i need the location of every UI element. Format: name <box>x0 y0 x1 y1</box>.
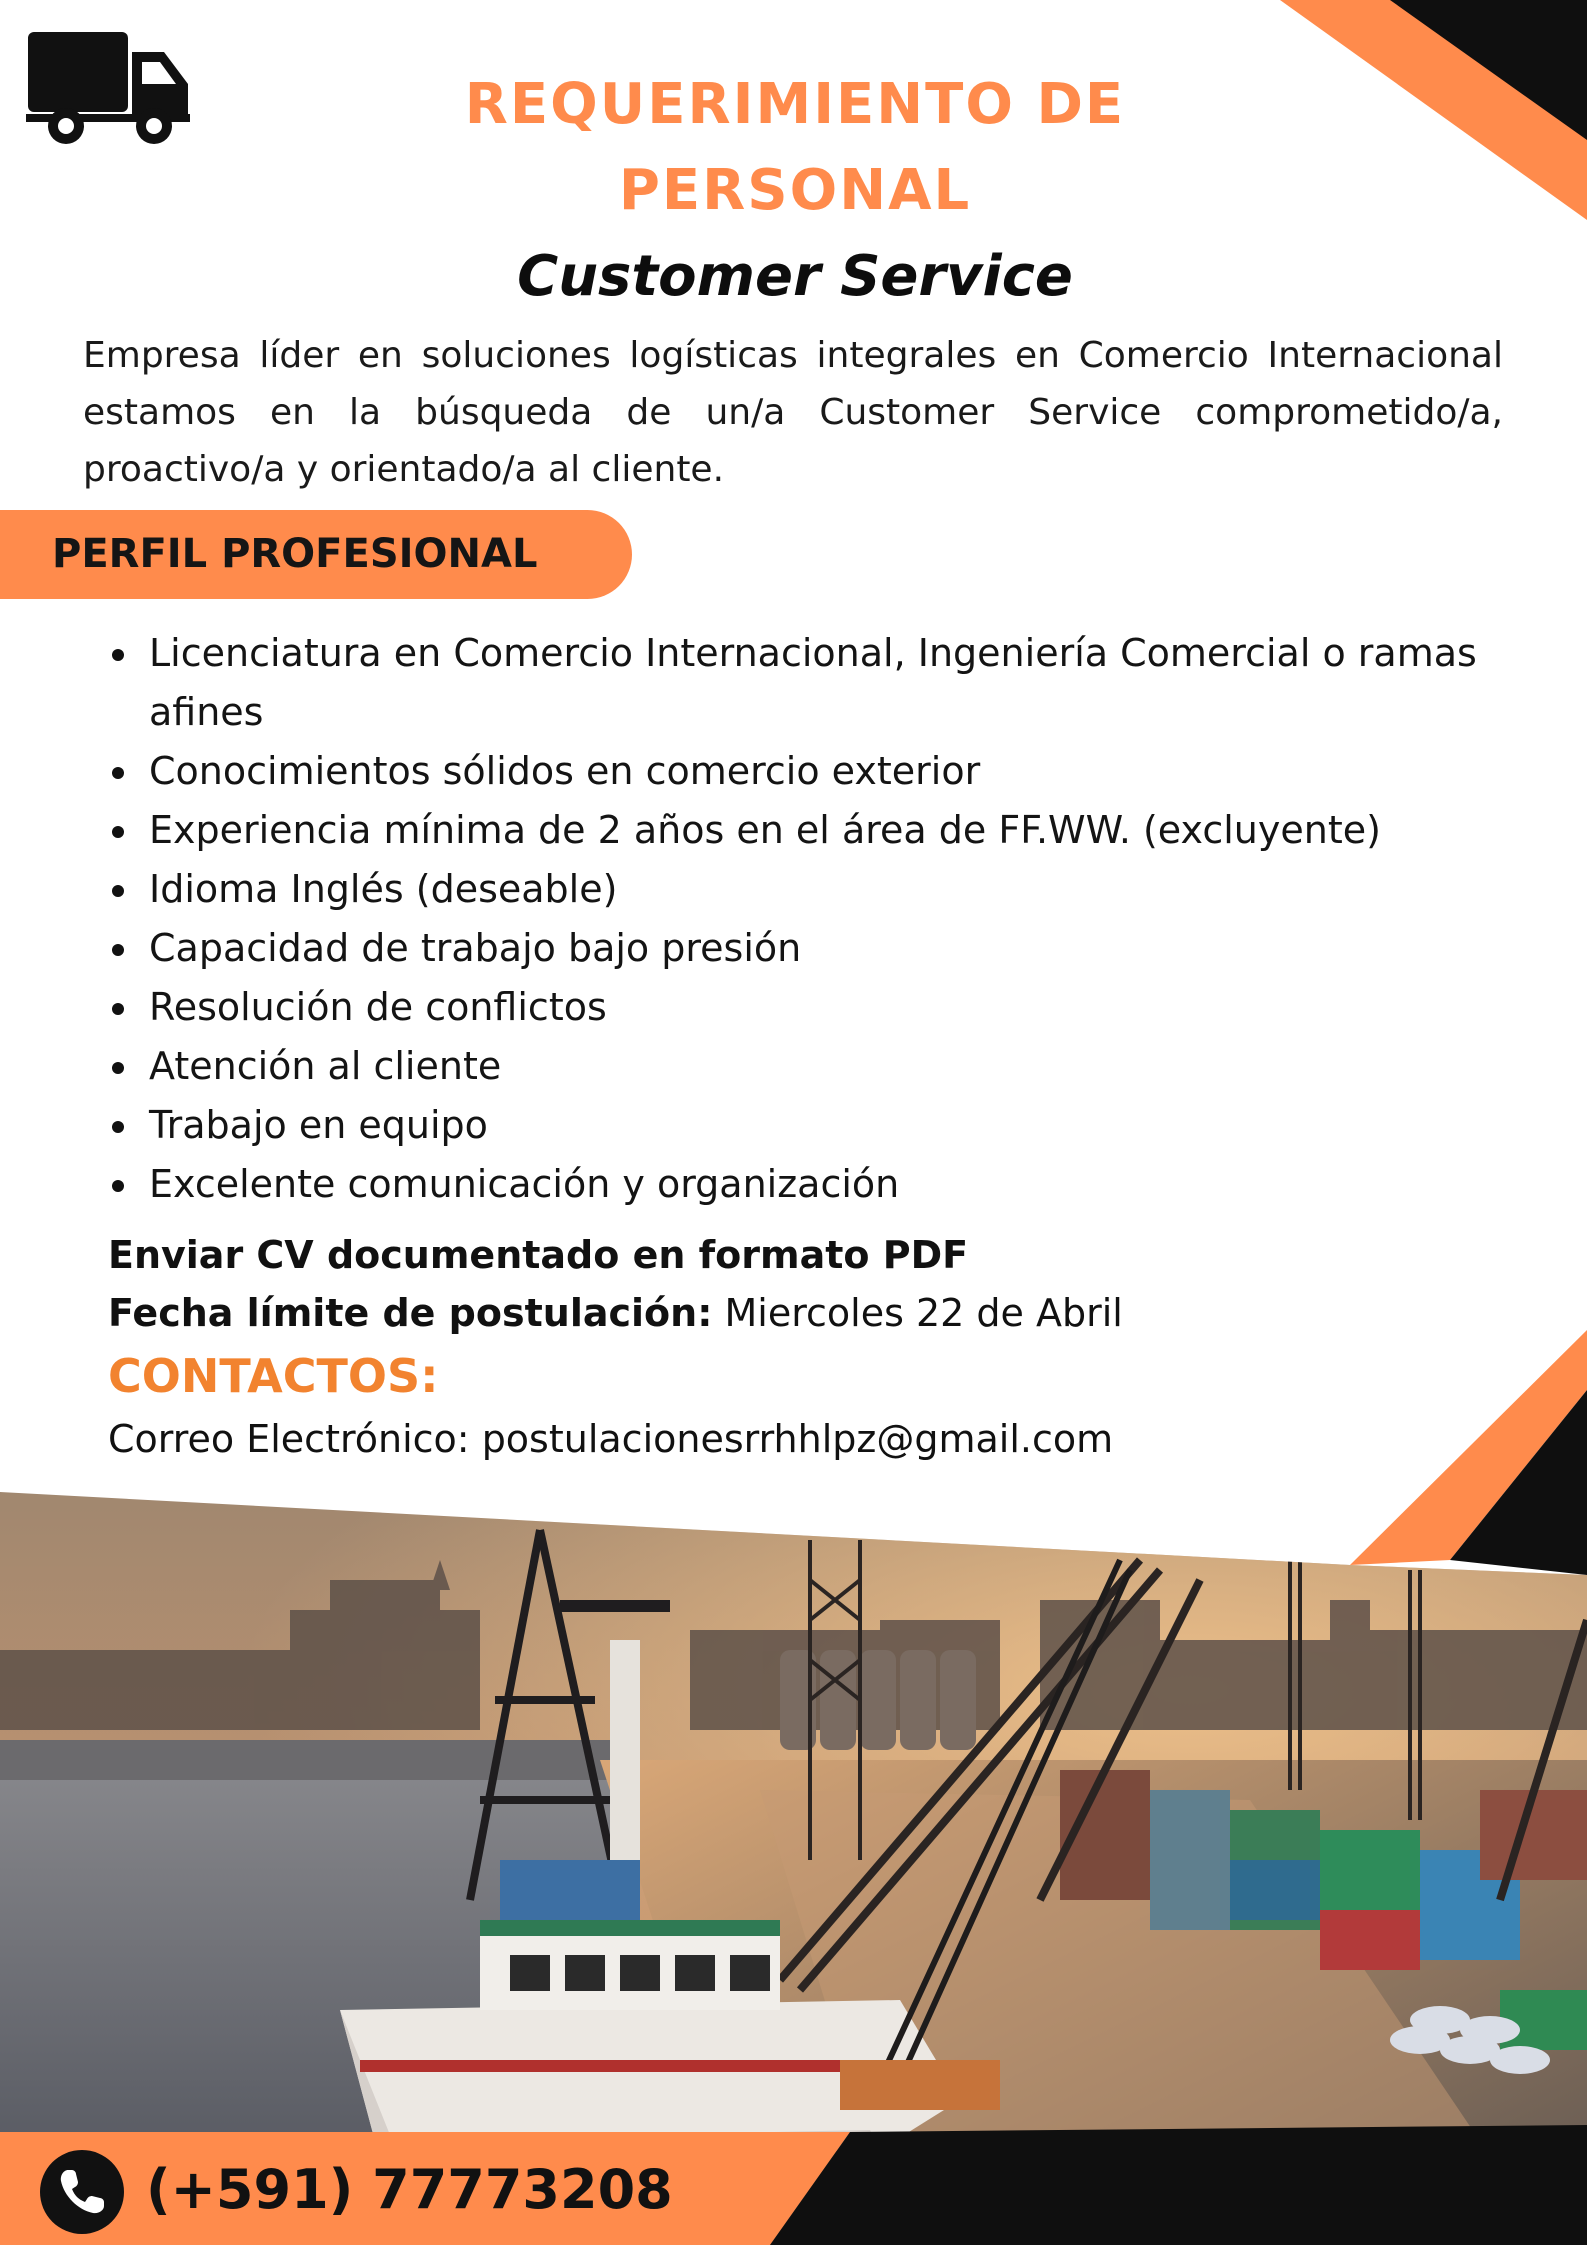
contacts-heading: CONTACTOS: <box>108 1349 439 1403</box>
requirement-item: Conocimientos sólidos en comercio exterior <box>110 742 1490 801</box>
deadline-value: Miercoles 22 de Abril <box>724 1291 1123 1335</box>
requirement-item: Idioma Inglés (deseable) <box>110 860 1490 919</box>
intro-paragraph: Empresa líder en soluciones logísticas integrales en Comercio Internacional estamos en la búsqueda de un/a Customer Service comprometido/a, proactivo/a y orientado/a al cliente. <box>83 335 1503 490</box>
requirement-item: Experiencia mínima de 2 años en el área de FF.WW. (excluyente) <box>110 801 1490 860</box>
requirement-item: Atención al cliente <box>110 1037 1490 1096</box>
profile-section-label: PERFIL PROFESIONAL <box>52 531 538 577</box>
requirement-item: Excelente comunicación y organización <box>110 1155 1490 1214</box>
requirement-item: Licenciatura en Comercio Internacional, Ingeniería Comercial o ramas afines <box>110 624 1490 742</box>
requirement-item: Resolución de conflictos <box>110 978 1490 1037</box>
email-address[interactable]: postulacionesrrhhlpz@gmail.com <box>481 1417 1114 1461</box>
title-line-2: PERSONAL <box>618 158 972 223</box>
requirement-item: Capacidad de trabajo bajo presión <box>110 919 1490 978</box>
phone-icon <box>38 2148 126 2236</box>
email-label: Correo Electrónico: <box>108 1417 470 1461</box>
deadline-label: Fecha límite de postulación: <box>108 1291 713 1335</box>
job-position-title: Customer Service <box>517 244 1073 309</box>
phone-number[interactable]: (+591) 77773208 <box>146 2158 673 2221</box>
title-line-1: REQUERIMIENTO DE <box>464 72 1126 137</box>
cv-instruction: Enviar CV documentado en formato PDF <box>108 1233 969 1277</box>
requirement-item: Trabajo en equipo <box>110 1096 1490 1155</box>
